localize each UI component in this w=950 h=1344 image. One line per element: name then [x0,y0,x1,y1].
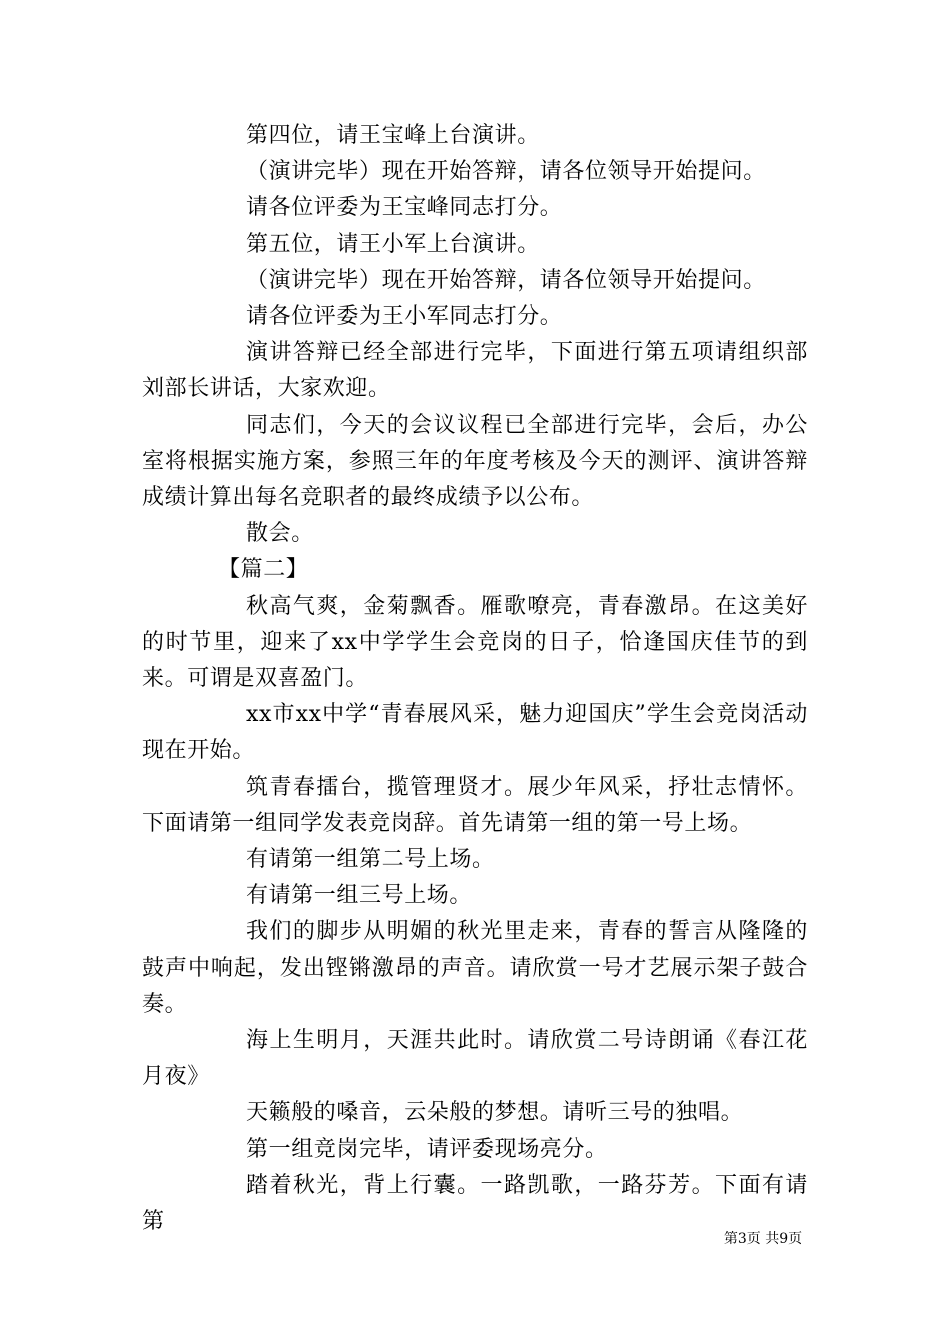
paragraph-4: 第五位，请王小军上台演讲。 [246,231,540,257]
paragraph-18: 天籁般的嗓音，云朵般的梦想。请听三号的独唱。 [246,1100,744,1126]
paragraph-14: 有请第一组第二号上场。 [246,847,495,873]
paragraph-3: 请各位评委为王宝峰同志打分。 [246,195,563,221]
document-body [142,118,808,1240]
paragraph-16: 我们的脚步从明媚的秋光里走来，青春的誓言从隆隆的鼓声中响起，发出铿锵激昂的声音。请欣赏一号才艺展示架子鼓合奏。 [142,919,808,1017]
paragraph-6: 请各位评委为王小军同志打分。 [246,304,563,330]
paragraph-5: （演讲完毕）现在开始答辩，请各位领导开始提问。 [246,267,766,293]
page-footer [0,1228,950,1248]
paragraph-8: 同志们，今天的会议议程已全部进行完毕，会后，办公室将根据实施方案，参照三年的年度考核及今天的测评、演讲答辩成绩计算出每名竞职者的最终成绩予以公布。 [142,412,808,511]
paragraph-13: 筑青春擂台，揽管理贤才。展少年风采，抒壮志情怀。下面请第一组同学发表竞岗辞。首先请第一组的第一号上场。 [142,774,808,836]
paragraph-15: 有请第一组三号上场。 [246,883,473,909]
paragraph-9: 散会。 [246,521,314,547]
paragraph-11: 秋高气爽，金菊飘香。雁歌嘹亮，青春激昂。在这美好的时节里，迎来了xx中学学生会竞岗的日子，恰逢国庆佳节的到来。可谓是双喜盈门。 [142,593,808,692]
paragraph-2: （演讲完毕）现在开始答辩，请各位领导开始提问。 [246,159,766,185]
paragraph-19: 第一组竞岗完毕，请评委现场亮分。 [246,1136,608,1162]
paragraph-1: 第四位，请王宝峰上台演讲。 [246,123,540,148]
paragraph-12: xx市xx中学“青春展风采，魅力迎国庆”学生会竞岗活动现在开始。 [142,702,808,764]
paragraph-17: 海上生明月，天涯共此时。请欣赏二号诗朗诵《春江花月夜》 [142,1028,808,1090]
paragraph-7: 演讲答辩已经全部进行完毕，下面进行第五项请组织部刘部长讲话，大家欢迎。 [142,340,808,402]
paragraph-20: 踏着秋光，背上行囊。一路凯歌，一路芬芳。下面有请第 [142,1172,808,1235]
page-number-label: 第3页 共9页 [723,1231,803,1247]
section-heading: 【篇二】 [218,557,309,583]
